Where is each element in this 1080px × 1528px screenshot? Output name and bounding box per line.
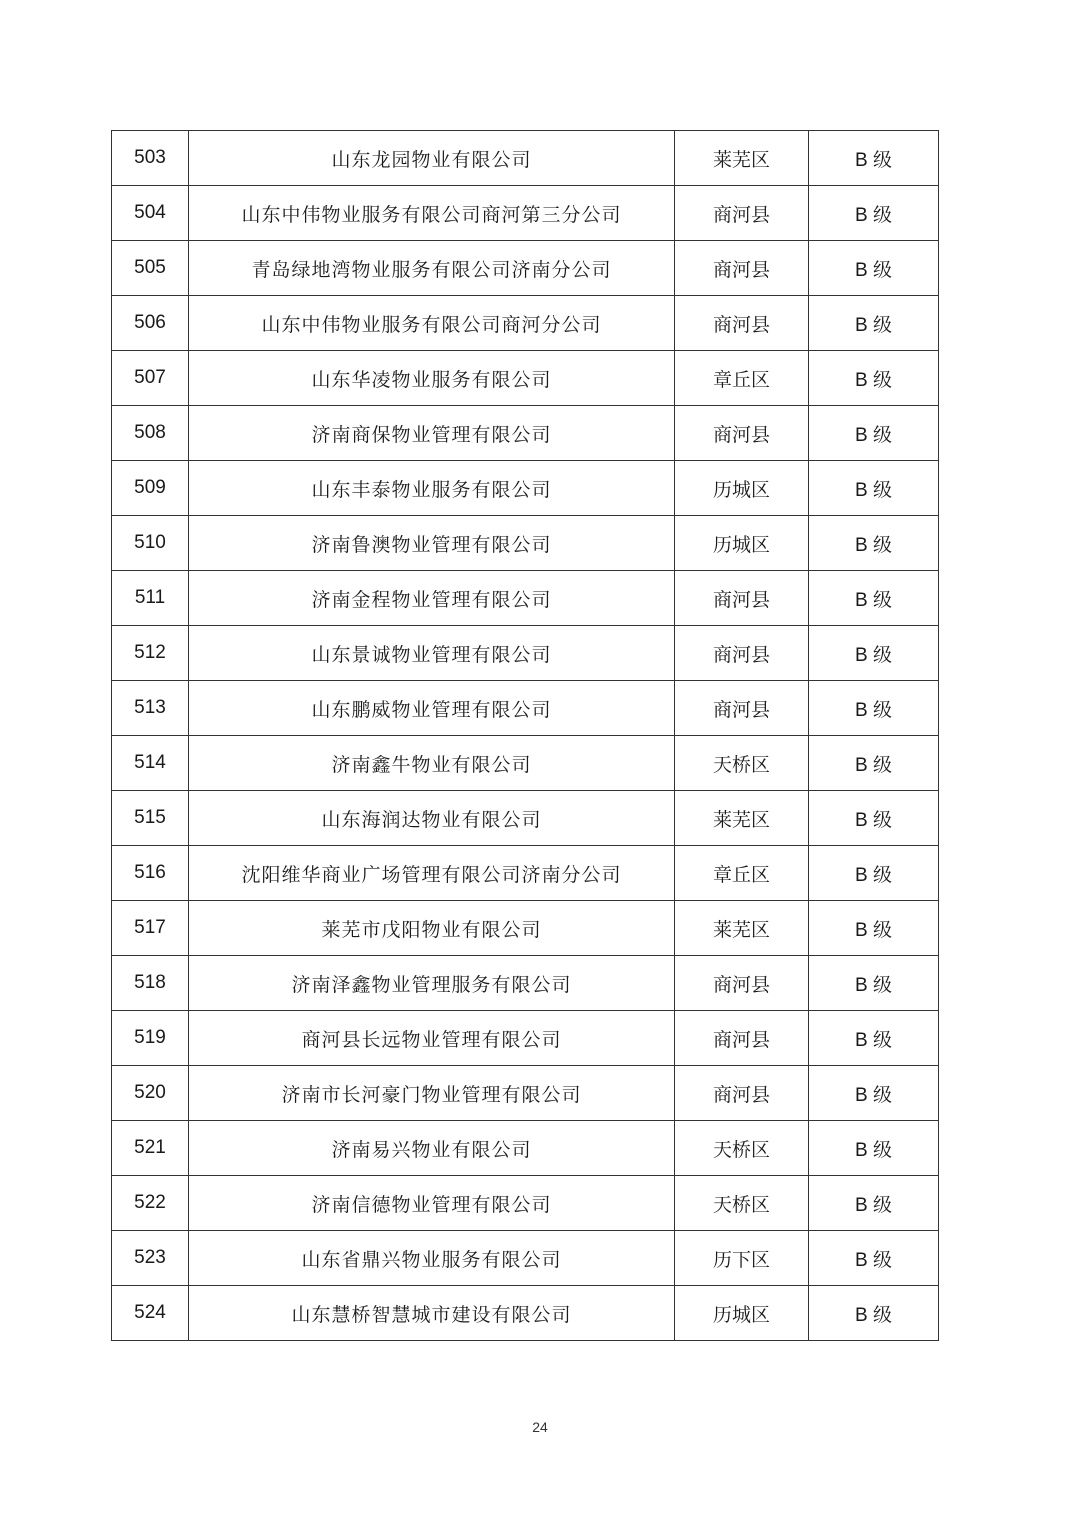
grade-cell: B 级 <box>809 461 939 516</box>
row-number-cell: 517 <box>112 901 189 956</box>
table-row <box>112 1121 939 1176</box>
row-number-cell: 507 <box>112 351 189 406</box>
company-name-cell: 山东鹏威物业管理有限公司 <box>189 681 675 736</box>
table-row <box>112 736 939 791</box>
row-number-cell: 503 <box>112 131 189 186</box>
grade-cell: B 级 <box>809 846 939 901</box>
district-cell: 莱芜区 <box>675 901 809 956</box>
row-number-cell: 524 <box>112 1286 189 1341</box>
table-row <box>112 1286 939 1341</box>
table-row <box>112 571 939 626</box>
district-cell: 莱芜区 <box>675 131 809 186</box>
table-body <box>112 131 939 1341</box>
company-name-cell: 山东中伟物业服务有限公司商河分公司 <box>189 296 675 351</box>
company-name-cell: 山东中伟物业服务有限公司商河第三分公司 <box>189 186 675 241</box>
grade-cell: B 级 <box>809 1011 939 1066</box>
grade-cell: B 级 <box>809 571 939 626</box>
district-cell: 商河县 <box>675 241 809 296</box>
row-number-cell: 505 <box>112 241 189 296</box>
table-row <box>112 1066 939 1121</box>
company-name-cell: 山东龙园物业有限公司 <box>189 131 675 186</box>
grade-cell: B 级 <box>809 1176 939 1231</box>
table-row <box>112 406 939 461</box>
company-name-cell: 沈阳维华商业广场管理有限公司济南分公司 <box>189 846 675 901</box>
district-cell: 商河县 <box>675 956 809 1011</box>
grade-cell: B 级 <box>809 901 939 956</box>
district-cell: 莱芜区 <box>675 791 809 846</box>
district-cell: 商河县 <box>675 186 809 241</box>
row-number-cell: 506 <box>112 296 189 351</box>
district-cell: 天桥区 <box>675 1121 809 1176</box>
company-name-cell: 商河县长远物业管理有限公司 <box>189 1011 675 1066</box>
district-cell: 商河县 <box>675 406 809 461</box>
grade-cell: B 级 <box>809 241 939 296</box>
table-row <box>112 1231 939 1286</box>
row-number-cell: 516 <box>112 846 189 901</box>
district-cell: 历城区 <box>675 461 809 516</box>
company-name-cell: 济南泽鑫物业管理服务有限公司 <box>189 956 675 1011</box>
grade-cell: B 级 <box>809 1231 939 1286</box>
district-cell: 章丘区 <box>675 351 809 406</box>
page-number: 24 <box>532 1419 548 1435</box>
grade-cell: B 级 <box>809 1121 939 1176</box>
row-number-cell: 520 <box>112 1066 189 1121</box>
company-name-cell: 济南金程物业管理有限公司 <box>189 571 675 626</box>
grade-cell: B 级 <box>809 186 939 241</box>
table-row <box>112 1176 939 1231</box>
grade-cell: B 级 <box>809 626 939 681</box>
grade-cell: B 级 <box>809 1286 939 1341</box>
grade-cell: B 级 <box>809 406 939 461</box>
district-cell: 商河县 <box>675 1011 809 1066</box>
company-name-cell: 山东海润达物业有限公司 <box>189 791 675 846</box>
district-cell: 商河县 <box>675 1066 809 1121</box>
company-name-cell: 莱芜市戊阳物业有限公司 <box>189 901 675 956</box>
district-cell: 商河县 <box>675 571 809 626</box>
company-name-cell: 青岛绿地湾物业服务有限公司济南分公司 <box>189 241 675 296</box>
table-row <box>112 131 939 186</box>
grade-cell: B 级 <box>809 351 939 406</box>
district-cell: 商河县 <box>675 626 809 681</box>
row-number-cell: 510 <box>112 516 189 571</box>
company-name-cell: 济南信德物业管理有限公司 <box>189 1176 675 1231</box>
company-name-cell: 山东省鼎兴物业服务有限公司 <box>189 1231 675 1286</box>
property-rating-table <box>111 130 939 1341</box>
table-row <box>112 1011 939 1066</box>
company-name-cell: 山东华凌物业服务有限公司 <box>189 351 675 406</box>
company-name-cell: 济南市长河豪门物业管理有限公司 <box>189 1066 675 1121</box>
table-row <box>112 516 939 571</box>
district-cell: 历城区 <box>675 1286 809 1341</box>
company-name-cell: 山东景诚物业管理有限公司 <box>189 626 675 681</box>
row-number-cell: 512 <box>112 626 189 681</box>
table-row <box>112 186 939 241</box>
grade-cell: B 级 <box>809 681 939 736</box>
company-name-cell: 山东慧桥智慧城市建设有限公司 <box>189 1286 675 1341</box>
grade-cell: B 级 <box>809 296 939 351</box>
company-name-cell: 济南鲁澳物业管理有限公司 <box>189 516 675 571</box>
table-row <box>112 626 939 681</box>
company-name-cell: 济南鑫牛物业有限公司 <box>189 736 675 791</box>
district-cell: 商河县 <box>675 681 809 736</box>
row-number-cell: 518 <box>112 956 189 1011</box>
grade-cell: B 级 <box>809 1066 939 1121</box>
grade-cell: B 级 <box>809 791 939 846</box>
row-number-cell: 515 <box>112 791 189 846</box>
table-row <box>112 681 939 736</box>
grade-cell: B 级 <box>809 131 939 186</box>
grade-cell: B 级 <box>809 516 939 571</box>
grade-cell: B 级 <box>809 956 939 1011</box>
table-row <box>112 461 939 516</box>
row-number-cell: 511 <box>112 571 189 626</box>
table-row <box>112 956 939 1011</box>
company-name-cell: 山东丰泰物业服务有限公司 <box>189 461 675 516</box>
table-row <box>112 901 939 956</box>
district-cell: 商河县 <box>675 296 809 351</box>
table-row <box>112 351 939 406</box>
row-number-cell: 523 <box>112 1231 189 1286</box>
row-number-cell: 509 <box>112 461 189 516</box>
row-number-cell: 513 <box>112 681 189 736</box>
row-number-cell: 508 <box>112 406 189 461</box>
row-number-cell: 519 <box>112 1011 189 1066</box>
row-number-cell: 522 <box>112 1176 189 1231</box>
district-cell: 天桥区 <box>675 736 809 791</box>
district-cell: 历下区 <box>675 1231 809 1286</box>
row-number-cell: 514 <box>112 736 189 791</box>
row-number-cell: 521 <box>112 1121 189 1176</box>
company-name-cell: 济南易兴物业有限公司 <box>189 1121 675 1176</box>
district-cell: 章丘区 <box>675 846 809 901</box>
district-cell: 历城区 <box>675 516 809 571</box>
table-row <box>112 846 939 901</box>
table-row <box>112 241 939 296</box>
district-cell: 天桥区 <box>675 1176 809 1231</box>
grade-cell: B 级 <box>809 736 939 791</box>
company-name-cell: 济南商保物业管理有限公司 <box>189 406 675 461</box>
row-number-cell: 504 <box>112 186 189 241</box>
table-row <box>112 791 939 846</box>
table-row <box>112 296 939 351</box>
